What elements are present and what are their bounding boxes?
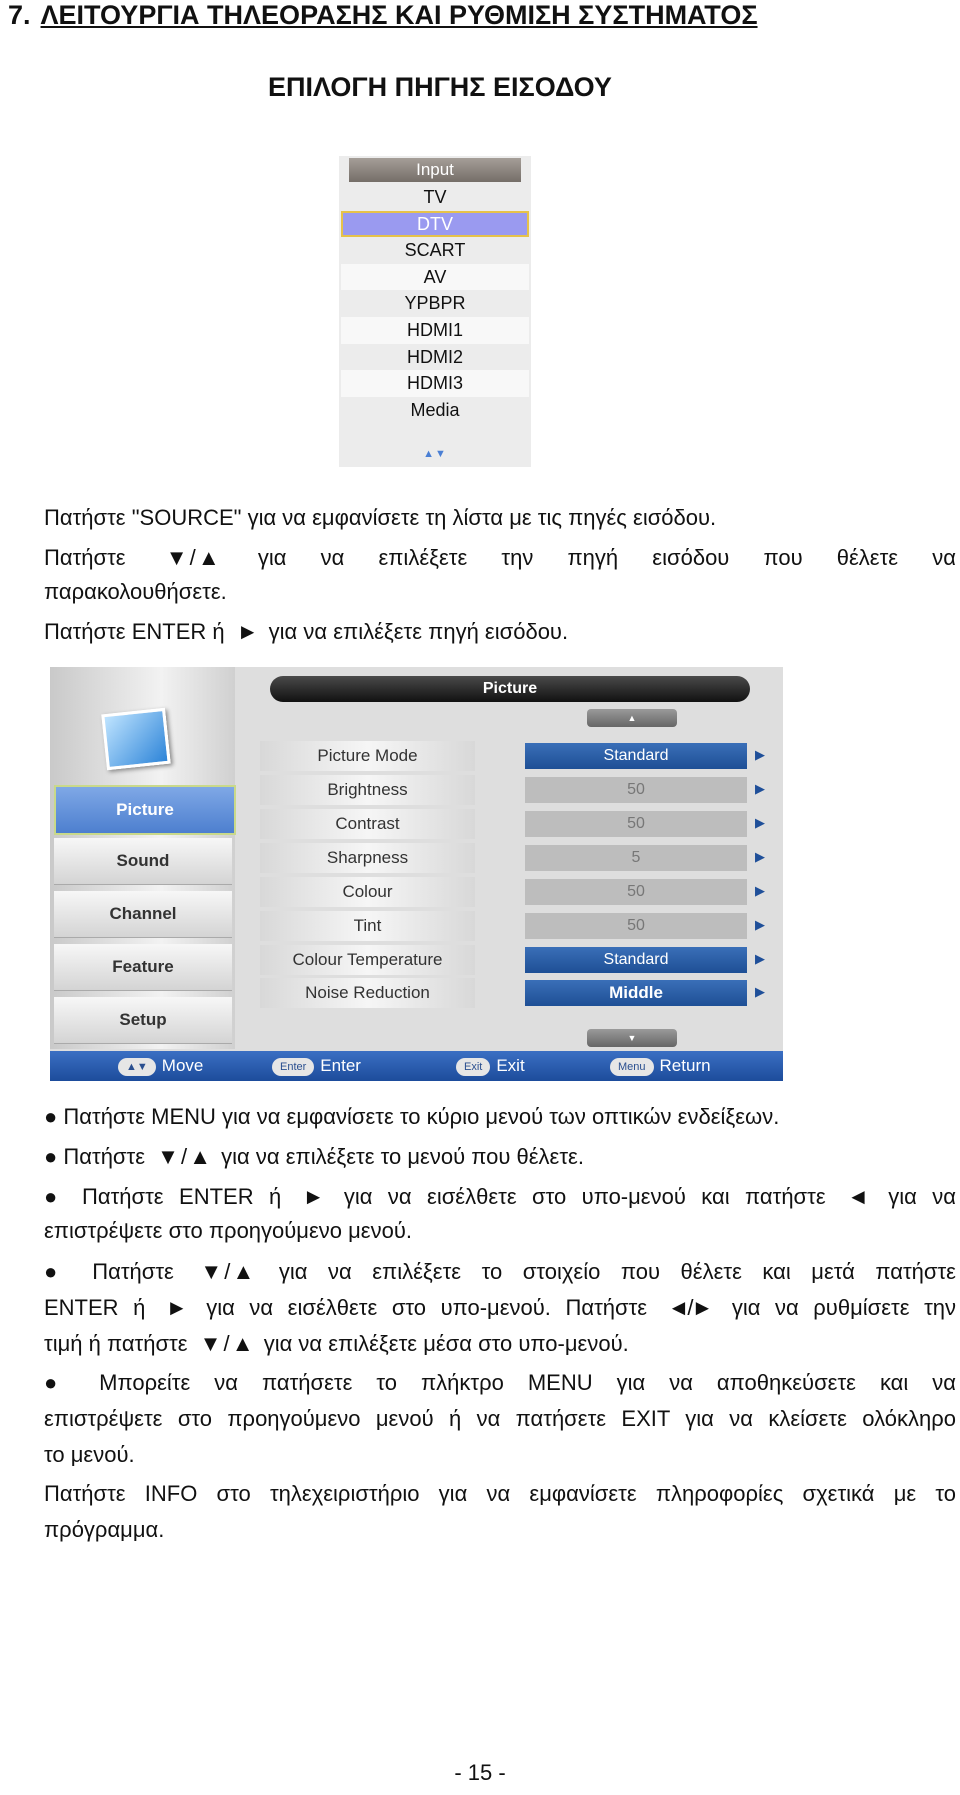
page-number: - 15 -	[454, 1760, 506, 1785]
menu-instruction-5-line2: επιστρέψετε στο προηγούμενο μενού ή να πατήσετε EXIT για να κλείσετε ολόκληρο	[44, 1406, 956, 1431]
down-up-arrow-icon: ▼ / ▲	[157, 1144, 210, 1169]
footer-exit: Exit Exit	[456, 1055, 525, 1077]
section-number: 7.	[8, 0, 31, 30]
setting-row-colour-temperature[interactable]: Colour Temperature Standard ▶	[240, 945, 770, 977]
menu-footer	[50, 1051, 783, 1081]
source-instruction-3: Πατήστε ENTER ή ► για να επιλέξετε πηγή εισόδου.	[44, 615, 956, 649]
setting-row-noise-reduction[interactable]: Noise Reduction Middle ▶	[240, 978, 770, 1010]
menu-instruction-5: ● Μπορείτε να πατήσετε το πλήκτρο MENU για να αποθηκεύσετε και να	[44, 1370, 956, 1395]
down-up-arrow-icon: ▼ / ▲	[199, 1331, 252, 1356]
menu-sidebar	[50, 667, 235, 1049]
sidebar-item-sound[interactable]: Sound	[54, 838, 232, 885]
source-instruction-1: Πατήστε "SOURCE" για να εμφανίσετε τη λίστα με τις πηγές εισόδου.	[44, 505, 717, 530]
menu-instruction-4-line3: τιμή ή πατήστε ▼ / ▲ για να επιλέξετε μέσα στο υπο-μενού.	[44, 1327, 956, 1361]
menu-instruction-3: ● Πατήστε ENTER ή ► για να εισέλθετε στο υπο-μενού και πατήστε ◄ για να	[44, 1180, 956, 1214]
sidebar-item-picture[interactable]: Picture	[54, 785, 236, 835]
sidebar-item-feature[interactable]: Feature	[54, 944, 232, 991]
down-up-arrow-icon: ▼ / ▲	[165, 545, 218, 570]
source-instruction-2-cont: παρακολουθήσετε.	[44, 579, 227, 604]
menu-instruction-4: ● Πατήστε ▼ / ▲ για να επιλέξετε το στοιχείο που θέλετε και μετά πατήστε	[44, 1255, 956, 1289]
menu-instruction-3-cont: επιστρέψετε στο προηγούμενο μενού.	[44, 1218, 412, 1243]
input-item-av[interactable]: AV	[341, 264, 529, 291]
section-title: ΛΕΙΤΟΥΡΓΙΑ ΤΗΛΕΟΡΑΣΗΣ ΚΑΙ ΡΥΘΜΙΣΗ ΣΥΣΤΗΜΑΤΟΣ	[40, 0, 758, 30]
menu-key-icon: Menu	[610, 1058, 654, 1076]
picture-menu	[50, 667, 783, 1081]
input-item-hdmi3[interactable]: HDMI3	[341, 370, 529, 397]
right-arrow-icon: ►	[236, 619, 257, 644]
down-up-arrow-icon: ▼ / ▲	[200, 1259, 253, 1284]
setting-row-brightness[interactable]: Brightness 50 ▶	[240, 775, 770, 807]
right-arrow-icon: ▶	[755, 984, 765, 999]
input-item-media[interactable]: Media	[410, 399, 460, 420]
right-arrow-icon: ▶	[755, 849, 765, 864]
setting-row-tint[interactable]: Tint 50 ▶	[240, 911, 770, 943]
left-arrow-icon: ◄	[847, 1184, 867, 1209]
input-item-hdmi1[interactable]: HDMI1	[341, 317, 529, 344]
left-right-arrow-icon: ◄/►	[667, 1295, 712, 1320]
enter-key-icon: Enter	[272, 1058, 314, 1076]
input-item-dtv[interactable]: DTV	[341, 211, 529, 238]
right-arrow-icon: ▶	[755, 883, 765, 898]
scroll-arrows-icon: ▲▼	[423, 448, 447, 460]
input-item-hdmi2[interactable]: HDMI2	[406, 346, 463, 367]
section-heading	[8, 0, 758, 31]
menu-instruction-4-line2: ENTER ή ► για να εισέλθετε στο υπο-μενού. Πατήστε ◄/► για να ρυθμίσετε την	[44, 1291, 956, 1325]
input-item-scart[interactable]: SCART	[404, 240, 466, 261]
menu-instruction-1: ● Πατήστε MENU για να εμφανίσετε το κύριο μενού των οπτικών ενδείξεων.	[44, 1104, 780, 1129]
right-arrow-icon: ▶	[755, 917, 765, 932]
exit-key-icon: Exit	[456, 1058, 490, 1076]
menu-instruction-6: Πατήστε INFO στο τηλεχειριστήριο για να εμφανίσετε πληροφορίες σχετικά με το	[44, 1481, 956, 1506]
scroll-down-icon[interactable]: ▼	[587, 1029, 677, 1047]
setting-row-contrast[interactable]: Contrast 50 ▶	[240, 809, 770, 841]
right-arrow-icon: ▶	[755, 747, 765, 762]
input-menu-title: Input	[349, 158, 521, 182]
footer-move: ▲▼ Move	[118, 1055, 203, 1077]
input-item-ypbpr[interactable]: YPBPR	[404, 293, 466, 314]
move-key-icon: ▲▼	[118, 1058, 156, 1076]
right-arrow-icon: ▶	[755, 781, 765, 796]
setting-row-sharpness[interactable]: Sharpness 5 ▶	[240, 843, 770, 875]
setting-row-colour[interactable]: Colour 50 ▶	[240, 877, 770, 909]
menu-instruction-6-line2: πρόγραμμα.	[44, 1517, 165, 1542]
right-arrow-icon: ▶	[755, 815, 765, 830]
sidebar-item-setup[interactable]: Setup	[54, 997, 232, 1044]
sidebar-item-channel[interactable]: Channel	[54, 891, 232, 938]
picture-menu-title: Picture	[270, 676, 750, 702]
input-list	[341, 184, 529, 423]
subsection-title: ΕΠΙΛΟΓΗ ΠΗΓΗΣ ΕΙΣΟΔΟΥ	[268, 72, 612, 102]
footer-enter: Enter Enter	[272, 1055, 361, 1077]
footer-return: Menu Return	[610, 1055, 711, 1077]
source-instruction-2: Πατήστε ▼ / ▲ για να επιλέξετε την πηγή εισόδου που θέλετε να	[44, 541, 956, 575]
scroll-up-icon[interactable]: ▲	[587, 709, 677, 727]
right-arrow-icon: ►	[165, 1295, 186, 1320]
menu-instruction-2: ● Πατήστε ▼ / ▲ για να επιλέξετε το μενού που θέλετε.	[44, 1140, 956, 1174]
input-source-menu	[339, 156, 531, 467]
menu-instruction-5-line3: το μενού.	[44, 1442, 135, 1467]
picture-category-icon	[101, 708, 171, 770]
right-arrow-icon: ►	[302, 1184, 323, 1209]
right-arrow-icon: ▶	[755, 951, 765, 966]
setting-row-picture-mode[interactable]: Picture Mode Standard ▶	[240, 741, 770, 773]
input-item-tv[interactable]: TV	[423, 187, 447, 207]
